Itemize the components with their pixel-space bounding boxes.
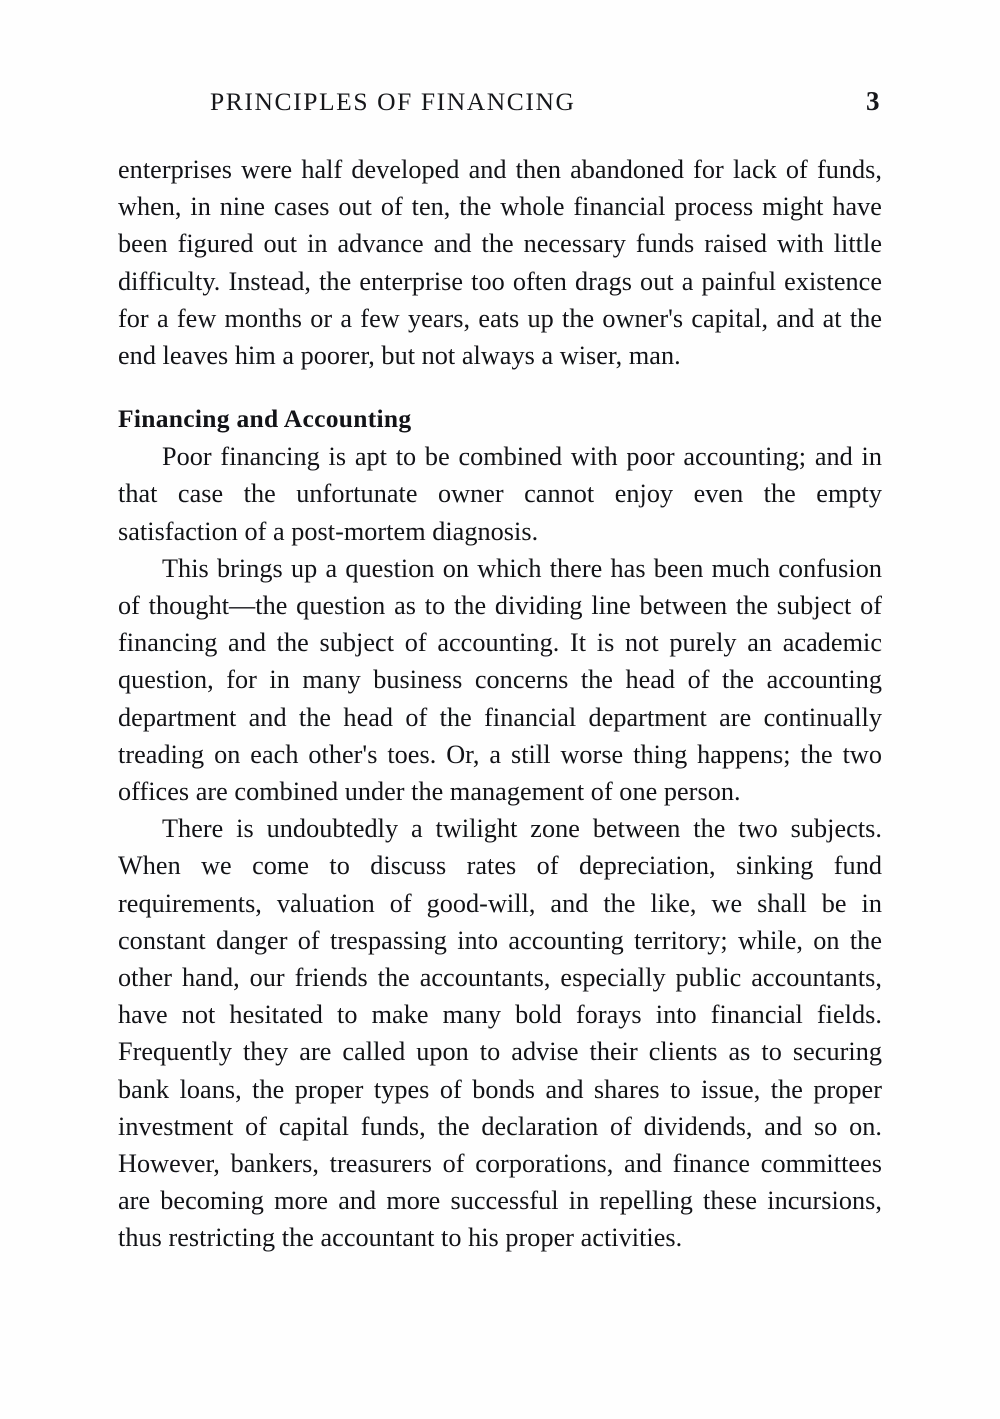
page-number: 3 [866, 86, 880, 116]
running-head-title: PRINCIPLES OF FINANCING [210, 87, 576, 116]
running-head [118, 86, 882, 117]
section-heading-financing-and-accounting: Financing and Accounting [118, 404, 412, 434]
paragraph-dividing-line: This brings up a question on which there has been much confusion of thought—the question as to the dividing line between the subject of financing and the subject of accounting. It is not purely an academic question, for in many business concerns the head of the accounting department and the head of the financial department are continually treading on each other's toes. Or, a still worse thing happens; the two offices are combined under the management of one person. [118, 553, 882, 807]
paragraph-opening: enterprises were half developed and then abandoned for lack of funds, when, in nine cases out of ten, the whole financial process might have been figured out in advance and the necessary funds raised with little difficulty. Instead, the enterprise too often drags out a painful existence for a few months or a few years, eats up the owner's capital, and at the end leaves him a poorer, but not always a wiser, man. [118, 155, 882, 371]
body-text [118, 151, 882, 1257]
paragraph-poor-financing: Poor financing is apt to be combined with poor accounting; and in that case the unfortunate owner cannot enjoy even the empty satisfaction of a post-mortem diagnosis. [118, 442, 882, 546]
paragraph-twilight-zone: There is undoubtedly a twilight zone between the two subjects. When we come to discuss rates of depreciation, sinking fund requirements, valuation of good-will, and the like, we shall be in constant danger of trespassing into accounting territory; while, on the other hand, our friends the accountants, especially public accountants, have not hesitated to make many bold forays into financial fields. Frequently they are called upon to advise their clients as to securing bank loans, the proper types of bonds and shares to issue, the proper investment of capital funds, the declaration of dividends, and so on. However, bankers, treasurers of corporations, and finance committees are becoming more and more successful in repelling these incursions, thus restricting the accountant to his proper activities. [118, 814, 882, 1253]
